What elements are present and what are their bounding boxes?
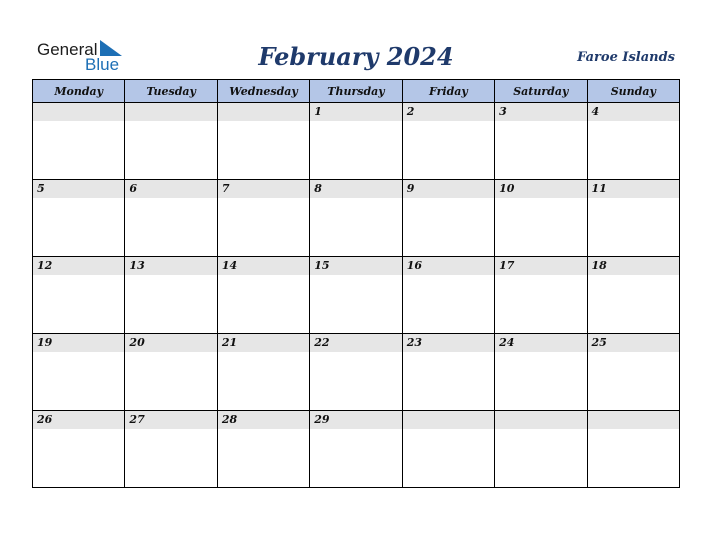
day-number: 11 bbox=[588, 180, 679, 198]
day-number: 26 bbox=[33, 411, 124, 429]
day-number: 27 bbox=[125, 411, 216, 429]
day-cell bbox=[217, 334, 309, 411]
day-number: 5 bbox=[33, 180, 124, 198]
day-number: 17 bbox=[495, 257, 586, 275]
day-number: 24 bbox=[495, 334, 586, 352]
day-cell bbox=[125, 180, 217, 257]
day-number: 15 bbox=[310, 257, 401, 275]
day-number: 14 bbox=[218, 257, 309, 275]
weekday-header: Tuesday bbox=[125, 80, 217, 103]
week-row bbox=[33, 180, 680, 257]
day-cell bbox=[402, 411, 494, 488]
day-cell bbox=[217, 257, 309, 334]
weekday-header: Thursday bbox=[310, 80, 402, 103]
day-cell bbox=[587, 411, 679, 488]
day-number: 18 bbox=[588, 257, 679, 275]
day-number: 12 bbox=[33, 257, 124, 275]
day-number bbox=[588, 411, 679, 429]
day-cell bbox=[310, 103, 402, 180]
day-number: 23 bbox=[403, 334, 494, 352]
logo-general-text: General bbox=[37, 40, 98, 59]
day-number: 22 bbox=[310, 334, 401, 352]
day-number: 6 bbox=[125, 180, 216, 198]
day-number: 21 bbox=[218, 334, 309, 352]
day-number: 1 bbox=[310, 103, 401, 121]
day-cell bbox=[310, 334, 402, 411]
day-cell bbox=[310, 257, 402, 334]
weekday-header: Friday bbox=[402, 80, 494, 103]
day-cell bbox=[33, 180, 125, 257]
day-cell bbox=[33, 103, 125, 180]
day-cell bbox=[217, 411, 309, 488]
day-cell bbox=[217, 180, 309, 257]
logo-blue-text: Blue bbox=[85, 55, 120, 74]
day-number bbox=[495, 411, 586, 429]
day-cell bbox=[495, 257, 587, 334]
day-number: 13 bbox=[125, 257, 216, 275]
day-cell bbox=[587, 334, 679, 411]
day-cell bbox=[310, 411, 402, 488]
day-number: 28 bbox=[218, 411, 309, 429]
day-cell bbox=[33, 411, 125, 488]
day-number: 3 bbox=[495, 103, 586, 121]
weekday-header: Wednesday bbox=[217, 80, 309, 103]
day-number: 20 bbox=[125, 334, 216, 352]
day-number: 8 bbox=[310, 180, 401, 198]
day-cell bbox=[402, 334, 494, 411]
calendar-title: February 2024 bbox=[258, 42, 454, 71]
day-number: 9 bbox=[403, 180, 494, 198]
day-number bbox=[403, 411, 494, 429]
day-cell bbox=[310, 180, 402, 257]
day-cell bbox=[495, 180, 587, 257]
day-cell bbox=[125, 257, 217, 334]
weekday-header-row bbox=[33, 80, 680, 103]
day-cell bbox=[125, 334, 217, 411]
day-cell bbox=[587, 257, 679, 334]
day-number: 10 bbox=[495, 180, 586, 198]
day-cell bbox=[125, 103, 217, 180]
day-number: 4 bbox=[588, 103, 679, 121]
week-row bbox=[33, 334, 680, 411]
day-cell bbox=[587, 103, 679, 180]
day-cell bbox=[495, 103, 587, 180]
day-cell bbox=[402, 257, 494, 334]
weekday-header: Monday bbox=[33, 80, 125, 103]
week-row bbox=[33, 103, 680, 180]
day-cell bbox=[125, 411, 217, 488]
week-row bbox=[33, 411, 680, 488]
day-number: 7 bbox=[218, 180, 309, 198]
day-number: 25 bbox=[588, 334, 679, 352]
day-cell bbox=[33, 334, 125, 411]
weekday-header: Sunday bbox=[587, 80, 679, 103]
day-cell bbox=[217, 103, 309, 180]
day-number bbox=[125, 103, 216, 121]
day-cell bbox=[587, 180, 679, 257]
region-label: Faroe Islands bbox=[577, 50, 675, 65]
day-number bbox=[218, 103, 309, 121]
day-number: 16 bbox=[403, 257, 494, 275]
day-number: 2 bbox=[403, 103, 494, 121]
day-cell bbox=[402, 180, 494, 257]
day-cell bbox=[402, 103, 494, 180]
weekday-header: Saturday bbox=[495, 80, 587, 103]
day-cell bbox=[495, 334, 587, 411]
day-cell bbox=[495, 411, 587, 488]
week-row bbox=[33, 257, 680, 334]
day-cell bbox=[33, 257, 125, 334]
day-number: 29 bbox=[310, 411, 401, 429]
day-number: 19 bbox=[33, 334, 124, 352]
day-number bbox=[33, 103, 124, 121]
calendar-grid bbox=[32, 79, 680, 488]
